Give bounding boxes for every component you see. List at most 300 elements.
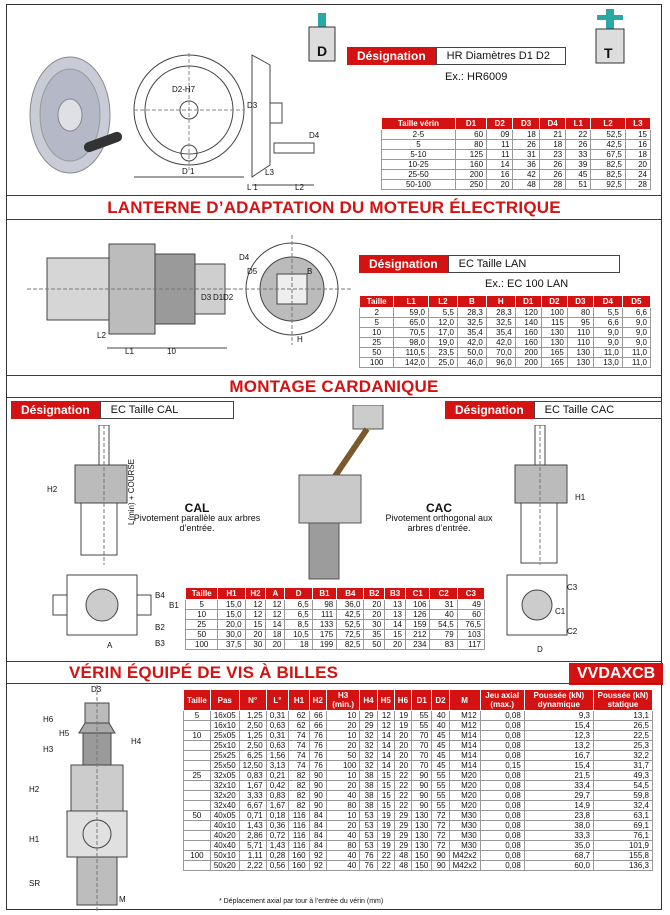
table-cell: 70,0	[486, 348, 515, 358]
column-header: L2	[429, 296, 458, 308]
table-cell: 20	[385, 640, 406, 650]
table-cell: 160	[289, 851, 309, 861]
table-cell: 0,08	[480, 751, 524, 761]
table-row	[184, 841, 653, 851]
table-row	[184, 731, 653, 741]
table-cell: M14	[449, 741, 480, 751]
table-cell: 2,50	[239, 721, 266, 731]
table-cell: 82	[289, 781, 309, 791]
catalog-page	[6, 4, 662, 910]
table-cell: 72	[432, 831, 449, 841]
table-cell: 33,4	[524, 781, 593, 791]
table-cell: 69,1	[593, 821, 652, 831]
table-cell: 111	[312, 610, 337, 620]
table-cell: 62	[289, 711, 309, 721]
lan-designation	[359, 255, 620, 273]
table-cell: 37,5	[218, 640, 245, 650]
dim-d2h7: D2-H7	[172, 85, 196, 94]
table-cell: 9,0	[622, 318, 650, 328]
table-cell: 53	[360, 841, 377, 851]
table-cell: 35,4	[457, 328, 486, 338]
dim-d3: D3	[91, 685, 102, 694]
table-cell: 22	[394, 801, 411, 811]
column-header: C3	[457, 588, 484, 600]
table-cell: 14	[377, 741, 394, 751]
table-header-row	[186, 588, 485, 600]
table-cell: 26,5	[593, 721, 652, 731]
table-cell: 20	[326, 721, 359, 731]
table-cell: 50-100	[382, 180, 456, 190]
table-cell: 33	[566, 150, 591, 160]
table-cell: 22	[377, 861, 394, 871]
table-cell: 3,33	[239, 791, 266, 801]
table-cell: M20	[449, 791, 480, 801]
dim-d4: D4	[309, 131, 320, 140]
table-cell: 70	[412, 751, 432, 761]
table-cell: 12,3	[524, 731, 593, 741]
table-cell: M20	[449, 771, 480, 781]
table-cell: 0,08	[480, 711, 524, 721]
table-cell: 19,0	[429, 338, 458, 348]
table-cell: 45	[432, 751, 449, 761]
table-cell: 212	[405, 630, 430, 640]
table-cell: 68,7	[524, 851, 593, 861]
dim-h4: H4	[131, 737, 142, 746]
table-cell: 20	[266, 640, 285, 650]
table-cell: 76	[309, 731, 326, 741]
table-cell: 70	[412, 731, 432, 741]
table-cell: 98	[312, 600, 337, 610]
table-cell: 18	[625, 150, 650, 160]
column-header: Taille	[184, 690, 211, 711]
dim-l2: L2	[295, 183, 304, 192]
table-cell: 200	[515, 358, 541, 368]
column-header: C2	[430, 588, 457, 600]
table-cell: 82	[289, 791, 309, 801]
table-cell: 110	[567, 328, 593, 338]
table-cell: 60	[455, 130, 486, 140]
table-cell	[184, 841, 211, 851]
table-cell: 14	[377, 761, 394, 771]
table-cell: 110	[567, 338, 593, 348]
table-cell: 0,28	[266, 851, 289, 861]
table-cell: 28,3	[457, 308, 486, 318]
table-cell: 40	[326, 831, 359, 841]
table-row	[360, 318, 651, 328]
table-cell: 50	[186, 630, 218, 640]
section-divider	[7, 661, 661, 662]
table-cell: 53	[360, 811, 377, 821]
table-cell: 130	[567, 358, 593, 368]
table-cell: 160	[515, 328, 541, 338]
table-row	[184, 791, 653, 801]
table-cell: 15	[377, 771, 394, 781]
table-cell: 65,0	[394, 318, 429, 328]
table-cell: M12	[449, 721, 480, 731]
table-cell: 45	[566, 170, 591, 180]
table-cell: 0,21	[266, 771, 289, 781]
hr-designation	[347, 47, 566, 65]
table-cell: 55	[432, 771, 449, 781]
table-cell: 12	[266, 610, 285, 620]
table-cell: 19	[394, 711, 411, 721]
table-cell: 82,5	[591, 170, 626, 180]
table-cell: 54,5	[430, 620, 457, 630]
table-cell: 66	[309, 721, 326, 731]
table-cell: 13,1	[593, 711, 652, 721]
table-row	[186, 630, 485, 640]
column-header: D1	[412, 690, 432, 711]
ballscrew-table	[183, 689, 653, 871]
table-cell: 66	[309, 711, 326, 721]
table-cell: 150	[412, 851, 432, 861]
table-cell: 10	[326, 771, 359, 781]
dim-h2: H2	[29, 785, 40, 794]
table-cell: 11,0	[622, 358, 650, 368]
table-header-row	[360, 296, 651, 308]
table-cell: M30	[449, 821, 480, 831]
table-row	[184, 751, 653, 761]
table-cell: 2,86	[239, 831, 266, 841]
column-header: H1	[289, 690, 309, 711]
table-cell: 74	[289, 761, 309, 771]
column-header: L1	[566, 118, 591, 130]
table-cell: 12	[245, 600, 266, 610]
table-cell: 32	[360, 751, 377, 761]
table-cell: 22	[394, 791, 411, 801]
table-cell: 40	[326, 851, 359, 861]
table-cell: 9,0	[622, 338, 650, 348]
table-cell: 82,5	[337, 640, 364, 650]
cac-designation	[445, 401, 662, 419]
table-cell: 15	[245, 620, 266, 630]
cardan-jack-3d	[269, 405, 399, 585]
table-cell: 29	[394, 811, 411, 821]
column-header: Taille	[360, 296, 394, 308]
dim-c1: C1	[555, 607, 566, 616]
table-cell: 90	[309, 791, 326, 801]
table-cell: 25x25	[210, 751, 239, 761]
table-cell: 29	[394, 841, 411, 851]
table-cell: M30	[449, 831, 480, 841]
table-cell: 55	[412, 711, 432, 721]
table-header-row	[184, 690, 653, 711]
table-cell: 15	[385, 630, 406, 640]
table-cell: 32x20	[210, 791, 239, 801]
table-cell: 0,18	[266, 811, 289, 821]
table-cell: 160	[289, 861, 309, 871]
table-cell: 29	[360, 711, 377, 721]
column-header: Pas	[210, 690, 239, 711]
table-cell: 6,6	[593, 318, 622, 328]
table-cell: 10	[184, 731, 211, 741]
table-cell: 36,0	[337, 600, 364, 610]
table-cell: 20	[625, 160, 650, 170]
table-cell: 42,0	[457, 338, 486, 348]
table-cell: 50x10	[210, 851, 239, 861]
table-cell: 100	[541, 308, 567, 318]
table-cell: 46,0	[457, 358, 486, 368]
table-cell: 74	[289, 741, 309, 751]
column-header: D2	[541, 296, 567, 308]
table-cell: 38	[360, 791, 377, 801]
dim-h5: H5	[59, 729, 70, 738]
table-cell: 32,5	[457, 318, 486, 328]
dim-b2: B2	[155, 623, 165, 632]
column-header: B3	[385, 588, 406, 600]
dim-l1: L1	[125, 347, 134, 356]
table-cell: 19	[377, 831, 394, 841]
table-cell: 48	[513, 180, 539, 190]
table-cell: 32,5	[486, 318, 515, 328]
column-header: H1	[218, 588, 245, 600]
table-cell: 31,7	[593, 761, 652, 771]
table-row	[184, 781, 653, 791]
dim-h: H	[297, 335, 303, 344]
table-cell: 82	[289, 801, 309, 811]
table-cell: 42,0	[486, 338, 515, 348]
table-cell: 0,08	[480, 821, 524, 831]
table-cell: 29	[394, 831, 411, 841]
table-cell: 25	[360, 338, 394, 348]
table-row	[360, 328, 651, 338]
table-cell: 90	[309, 801, 326, 811]
table-cell: 5,5	[429, 308, 458, 318]
dim-d3: D3	[247, 101, 258, 110]
table-cell: 3,13	[266, 761, 289, 771]
column-header: H2	[309, 690, 326, 711]
table-cell: 159	[405, 620, 430, 630]
dim-l2: L2	[97, 331, 106, 340]
column-header: B4	[337, 588, 364, 600]
table-cell: 14	[487, 160, 513, 170]
table-cell: 116	[289, 811, 309, 821]
table-cell: 40	[430, 610, 457, 620]
table-cell: 10	[360, 328, 394, 338]
table-cell: 136,3	[593, 861, 652, 871]
table-cell: 0,08	[480, 731, 524, 741]
table-cell: 2,22	[239, 861, 266, 871]
table-cell: 84	[309, 811, 326, 821]
vvd-code-badge: VVDAXCB	[569, 663, 663, 685]
table-cell: 80	[567, 308, 593, 318]
table-cell: 28	[625, 180, 650, 190]
table-cell: 200	[455, 170, 486, 180]
table-cell: 29	[360, 721, 377, 731]
table-cell: 25	[186, 620, 218, 630]
table-cell: 30	[245, 640, 266, 650]
table-cell: 200	[515, 348, 541, 358]
table-cell: 20	[394, 751, 411, 761]
table-cell: 80	[455, 140, 486, 150]
table-cell: M14	[449, 761, 480, 771]
table-cell: 50	[360, 348, 394, 358]
column-header: D1	[455, 118, 486, 130]
table-cell: 45	[432, 741, 449, 751]
dim-b: B	[307, 267, 313, 276]
table-cell: 95	[567, 318, 593, 328]
cal-designation	[11, 401, 234, 419]
table-cell: 51	[566, 180, 591, 190]
table-cell: 92	[309, 851, 326, 861]
designation-label: Désignation	[359, 255, 448, 273]
column-header: D2	[432, 690, 449, 711]
table-cell: 1,25	[239, 711, 266, 721]
table-cell: 5	[382, 140, 456, 150]
table-cell: 1,67	[266, 801, 289, 811]
table-cell: 38	[360, 781, 377, 791]
column-header: D3	[567, 296, 593, 308]
table-cell: 1,43	[266, 841, 289, 851]
table-cell	[184, 781, 211, 791]
designation-label: Désignation	[11, 401, 100, 419]
table-cell: 6,67	[239, 801, 266, 811]
table-cell: 9,3	[524, 711, 593, 721]
column-header: D3	[513, 118, 539, 130]
table-cell: 32x05	[210, 771, 239, 781]
dim-h6: H6	[43, 715, 54, 724]
table-cell: 0,83	[266, 791, 289, 801]
table-cell: 25x05	[210, 731, 239, 741]
cac-title: CAC	[426, 501, 452, 515]
table-cell: 09	[487, 130, 513, 140]
table-cell: 115	[541, 318, 567, 328]
table-cell: 40x10	[210, 821, 239, 831]
designation-value: EC Taille CAC	[534, 401, 662, 419]
column-header: B1	[312, 588, 337, 600]
table-cell: 130	[567, 348, 593, 358]
table-cell: 32,4	[593, 801, 652, 811]
table-cell: 14	[385, 620, 406, 630]
table-cell: 9,0	[593, 328, 622, 338]
table-cell: 19	[394, 721, 411, 731]
table-cell: 20	[487, 180, 513, 190]
table-row	[184, 721, 653, 731]
table-cell: 50	[326, 751, 359, 761]
table-cell: 15,4	[524, 721, 593, 731]
table-cell: 14	[266, 620, 285, 630]
table-cell	[184, 721, 211, 731]
table-cell: 32	[360, 731, 377, 741]
table-cell: 5	[360, 318, 394, 328]
table-cell: 40	[432, 721, 449, 731]
table-cell: 2	[360, 308, 394, 318]
table-cell: 0,08	[480, 791, 524, 801]
table-cell: 83	[430, 640, 457, 650]
table-cell: 199	[312, 640, 337, 650]
table-cell: M14	[449, 751, 480, 761]
table-cell: 12	[266, 600, 285, 610]
table-row	[184, 811, 653, 821]
table-row	[382, 130, 651, 140]
table-cell: 25-50	[382, 170, 456, 180]
table-cell: 110,5	[394, 348, 429, 358]
column-header: H3 (min.)	[326, 690, 359, 711]
table-cell: 76	[360, 861, 377, 871]
table-cell: 165	[541, 348, 567, 358]
table-row	[184, 821, 653, 831]
table-cell: 72	[432, 811, 449, 821]
table-cell: 0,72	[266, 831, 289, 841]
table-cell: 117	[457, 640, 484, 650]
table-cell: 13,0	[593, 358, 622, 368]
table-row	[184, 831, 653, 841]
table-cell: 76	[309, 741, 326, 751]
table-cell: 90	[432, 861, 449, 871]
table-cell: 92,5	[591, 180, 626, 190]
table-cell: 0,08	[480, 801, 524, 811]
table-cell: 79	[430, 630, 457, 640]
table-cell: 0,56	[266, 861, 289, 871]
table-cell: 22	[377, 851, 394, 861]
table-cell: 26	[539, 170, 565, 180]
table-cell: 160	[515, 338, 541, 348]
column-header: A	[266, 588, 285, 600]
table-cell: 1,11	[239, 851, 266, 861]
table-row	[382, 150, 651, 160]
table-cell: 12	[245, 610, 266, 620]
table-cell: 32	[360, 761, 377, 771]
table-cell: 45	[432, 731, 449, 741]
table-cell: 19	[377, 841, 394, 851]
table-cell: 48	[394, 861, 411, 871]
table-cell: 20,0	[218, 620, 245, 630]
table-cell: 116	[289, 841, 309, 851]
table-cell: 49,3	[593, 771, 652, 781]
table-row	[184, 761, 653, 771]
dim-l1: L 1	[247, 183, 258, 192]
dim-d: D	[537, 645, 543, 654]
table-cell: 70	[412, 741, 432, 751]
table-cell: 18	[513, 130, 539, 140]
table-cell: 45	[432, 761, 449, 771]
table-cell: 20	[364, 600, 385, 610]
dim-b3: B3	[155, 639, 165, 648]
table-cell: 11,0	[622, 348, 650, 358]
table-row	[184, 711, 653, 721]
table-cell: 76,1	[593, 831, 652, 841]
column-header: D2	[487, 118, 513, 130]
badge-t-label: T	[604, 45, 613, 61]
table-cell: 42,5	[337, 610, 364, 620]
motor-lantern-drawing	[27, 230, 357, 365]
table-cell: 15,0	[218, 610, 245, 620]
table-cell: 5,5	[593, 308, 622, 318]
table-cell: 1,67	[239, 781, 266, 791]
table-cell: M20	[449, 801, 480, 811]
table-cell: 22	[566, 130, 591, 140]
table-row	[382, 180, 651, 190]
table-cell: 15,0	[218, 600, 245, 610]
table-cell: 250	[455, 180, 486, 190]
table-cell: 38	[360, 801, 377, 811]
table-cell: 30	[364, 620, 385, 630]
table-cell: M42x2	[449, 851, 480, 861]
table-cell: 54,5	[593, 781, 652, 791]
table-cell: 101,9	[593, 841, 652, 851]
table-cell: 72	[432, 841, 449, 851]
table-cell: 12,50	[239, 761, 266, 771]
table-cell: 0,08	[480, 851, 524, 861]
table-cell: 53	[360, 831, 377, 841]
table-cell: 14	[377, 751, 394, 761]
table-cell: 25x50	[210, 761, 239, 771]
dim-c3: C3	[567, 583, 578, 592]
table-cell: 70	[412, 761, 432, 771]
table-cell: 48	[394, 851, 411, 861]
table-cell: 14	[377, 731, 394, 741]
table-cell: 2,50	[239, 741, 266, 751]
